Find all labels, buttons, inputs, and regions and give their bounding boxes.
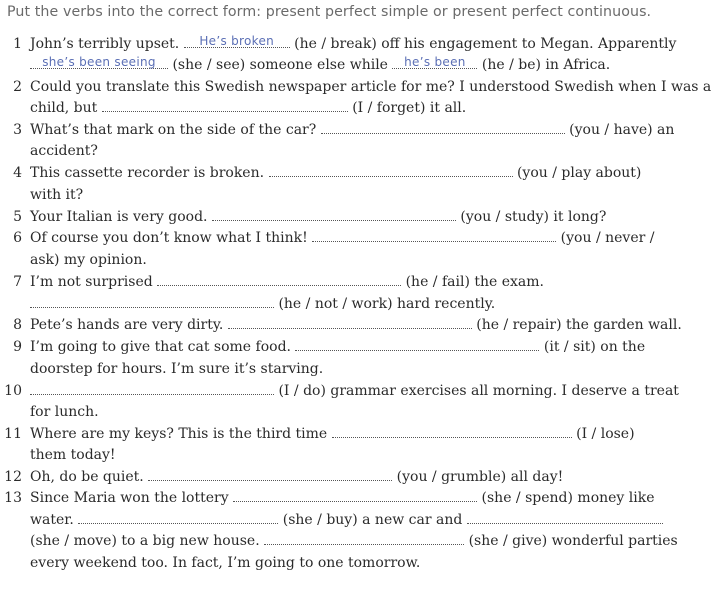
item-text: I’m going to give that cat some food. <box>30 339 291 355</box>
item-text: every weekend too. In fact, I’m going to one tomorrow. <box>30 555 421 571</box>
item-text: doorstep for hours. I’m sure it’s starving. <box>30 361 324 377</box>
item-text: (he / break) off his engagement to Megan. Apparently <box>294 36 677 52</box>
answer-blank[interactable] <box>312 229 556 242</box>
item-number: 6 <box>13 230 22 246</box>
item-text: (you / have) an <box>569 122 675 138</box>
item-text: (he / be) in Africa. <box>481 57 611 73</box>
item-text: (you / never / <box>560 230 655 246</box>
item-number: 10 <box>4 383 22 399</box>
answer-blank[interactable] <box>157 273 401 286</box>
item-text: (you / grumble) all day! <box>396 469 564 485</box>
item-text: (I / do) grammar exercises all morning. I deserve a treat <box>278 383 679 399</box>
item-text: them today! <box>30 447 116 463</box>
handwritten-answer: she’s been seeing <box>42 55 156 69</box>
item-number: 5 <box>13 209 22 225</box>
handwritten-answer: He’s broken <box>199 34 275 48</box>
answer-blank[interactable] <box>332 425 572 438</box>
item-number: 3 <box>13 122 22 138</box>
answer-blank[interactable] <box>30 56 168 69</box>
item-text: (it / sit) on the <box>543 339 646 355</box>
item-text: Your Italian is very good. <box>30 209 208 225</box>
answer-blank[interactable] <box>78 511 278 524</box>
answer-blank[interactable] <box>30 382 274 395</box>
answer-blank[interactable] <box>184 35 290 48</box>
item-text: for lunch. <box>30 404 99 420</box>
item-text: with it? <box>30 187 84 203</box>
item-text: What’s that mark on the side of the car? <box>30 122 317 138</box>
item-text: (he / not / work) hard recently. <box>278 296 496 312</box>
item-text: (you / play about) <box>516 165 642 181</box>
item-text: (he / repair) the garden wall. <box>476 317 682 333</box>
item-text: I’m not surprised <box>30 274 153 290</box>
item-text: (she / buy) a new car and <box>282 512 463 528</box>
item-text: accident? <box>30 143 98 159</box>
item-text: Since Maria won the lottery <box>30 490 229 506</box>
answer-blank[interactable] <box>392 56 477 69</box>
exercise-instructions: Put the verbs into the correct form: present perfect simple or present perfect continuous. <box>7 4 652 20</box>
handwritten-answer: he’s been <box>404 55 466 69</box>
item-text: (she / move) to a big new house. <box>30 533 260 549</box>
item-number: 11 <box>4 426 22 442</box>
item-text: Oh, do be quiet. <box>30 469 144 485</box>
answer-blank[interactable] <box>30 295 274 308</box>
item-text: (I / lose) <box>576 426 635 442</box>
item-number: 12 <box>4 469 22 485</box>
item-text: Where are my keys? This is the third time <box>30 426 328 442</box>
item-text: Could you translate this Swedish newspaper article for me? I understood Swedish when I was a <box>30 79 712 95</box>
answer-blank[interactable] <box>264 532 464 545</box>
item-number: 9 <box>13 339 22 355</box>
item-number: 2 <box>13 79 22 95</box>
answer-blank[interactable] <box>321 121 565 134</box>
item-text: (you / study) it long? <box>460 209 607 225</box>
item-text: child, but <box>30 100 98 116</box>
item-text: (I / forget) it all. <box>352 100 467 116</box>
item-text: Pete’s hands are very dirty. <box>30 317 224 333</box>
answer-blank[interactable] <box>467 511 663 524</box>
item-text: (she / spend) money like <box>481 490 655 506</box>
item-text: This cassette recorder is broken. <box>30 165 265 181</box>
item-number: 8 <box>13 317 22 333</box>
answer-blank[interactable] <box>228 316 472 329</box>
answer-blank[interactable] <box>212 208 456 221</box>
item-text: ask) my opinion. <box>30 252 147 268</box>
item-number: 1 <box>13 36 22 52</box>
item-number: 4 <box>13 165 22 181</box>
answer-blank[interactable] <box>269 164 513 177</box>
answer-blank[interactable] <box>148 468 392 481</box>
item-text: (he / fail) the exam. <box>405 274 545 290</box>
item-text: John’s terribly upset. <box>30 36 180 52</box>
answer-blank[interactable] <box>102 99 348 112</box>
answer-blank[interactable] <box>295 338 539 351</box>
item-text: water. <box>30 512 74 528</box>
item-number: 7 <box>13 274 22 290</box>
item-text: (she / give) wonderful parties <box>468 533 678 549</box>
item-number: 13 <box>4 490 22 506</box>
item-text: Of course you don’t know what I think! <box>30 230 308 246</box>
item-text: (she / see) someone else while <box>172 57 388 73</box>
answer-blank[interactable] <box>233 489 477 502</box>
